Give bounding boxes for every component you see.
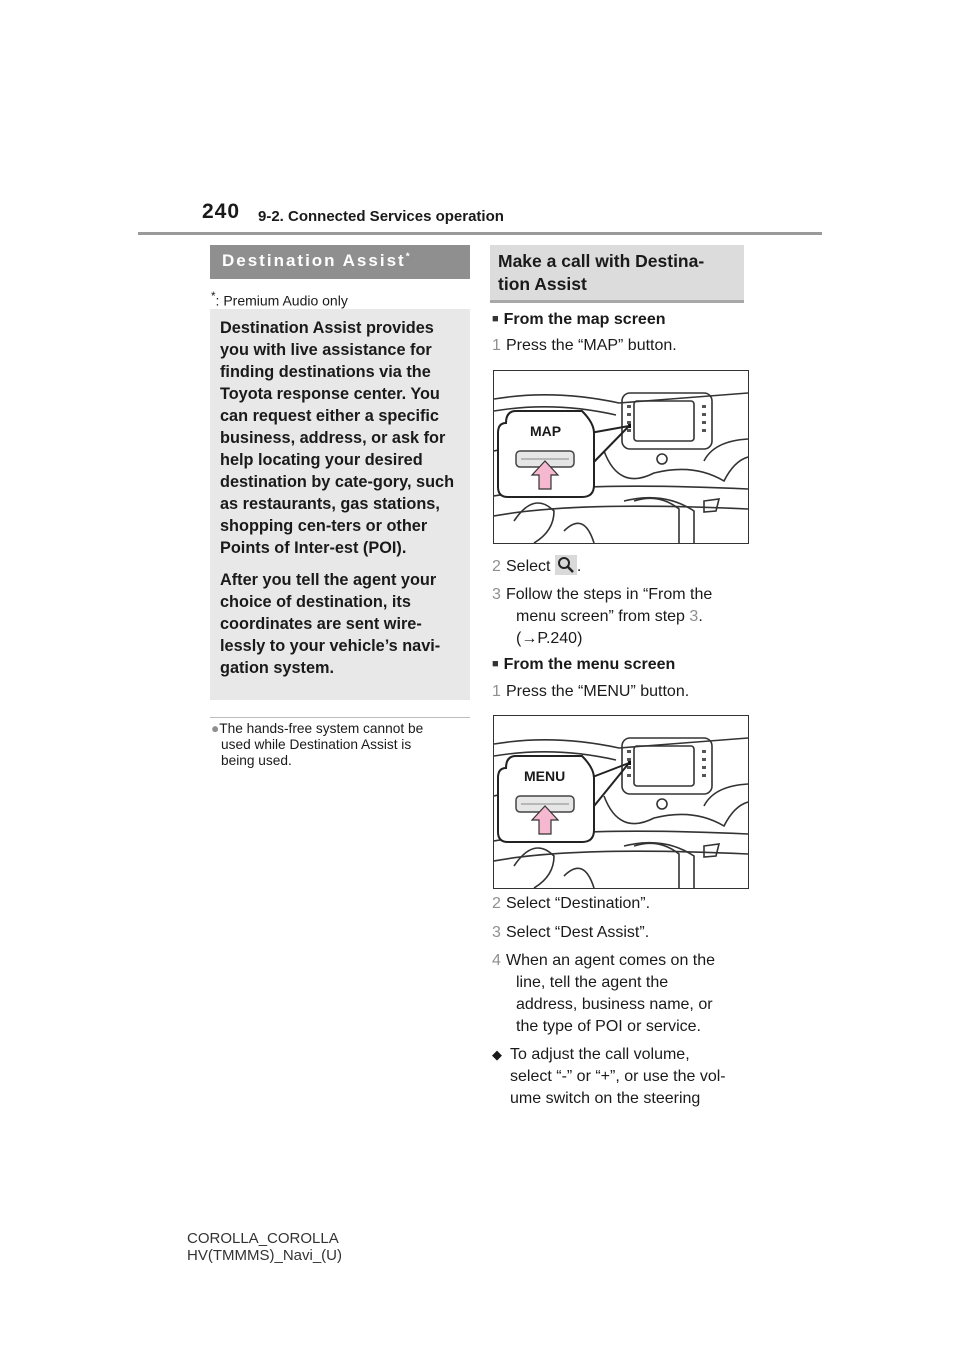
page-reference-link[interactable]: (→P.240) — [516, 630, 583, 647]
title-asterisk: * — [405, 251, 412, 263]
step-reference[interactable]: 3 — [689, 608, 699, 625]
square-bullet-icon: ■ — [492, 313, 499, 325]
dashboard-illustration — [494, 371, 748, 543]
magnifier-icon — [555, 555, 577, 575]
map-step-3: 3 Follow the steps in “From the menu screen” from step 3. (→P.240) — [492, 584, 712, 650]
menu-step-2: 2 Select “Destination”. — [492, 895, 651, 912]
menu-button-figure — [493, 715, 749, 889]
footnote-text: : Premium Audio only — [215, 292, 348, 309]
menu-button-label: MENU — [524, 768, 566, 784]
footer-line-2: HV(TMMMS)_Navi_(U) — [187, 1247, 342, 1264]
menu-step-1: 1 Press the “MENU” button. — [492, 683, 690, 700]
map-button-label: MAP — [530, 423, 562, 439]
menu-step-3: 3 Select “Dest Assist”. — [492, 924, 650, 941]
note-line-1: The hands-free system cannot be — [219, 721, 424, 736]
footer-line-1: COROLLA_COROLLA — [187, 1230, 339, 1247]
map-button-figure — [493, 370, 749, 544]
dashboard-illustration — [494, 716, 748, 888]
description-paragraph-2: After you tell the agent your choice of destination, its coordinates are sent wire-lessly to your vehicle’s navi-gation system. — [220, 571, 441, 677]
make-call-title-line-2: tion Assist — [498, 274, 587, 294]
destination-assist-title — [210, 245, 470, 279]
description-paragraph-1: Destination Assist provides you with live assistance for finding destinations via the Toyota response center. You can request either a specific business, address, or ask for help locating your desired destination by cate-gory, such as restaurants, gas stations, shopping cen-ters or other Points of Inter-est (POI). — [220, 319, 455, 557]
note-line-2: used while Destination Assist is — [221, 737, 412, 752]
map-screen-heading: ■ From the map screen — [492, 311, 666, 328]
note-line-3: being used. — [221, 753, 292, 768]
hands-free-note — [211, 721, 469, 769]
square-bullet-icon: ■ — [492, 658, 499, 670]
destination-assist-title-text: Destination Assist — [222, 251, 406, 270]
description-panel — [210, 309, 470, 700]
menu-step-4: 4 When an agent comes on the line, tell the agent the address, business name, or the type of POI or service. — [492, 952, 716, 1035]
header-divider — [138, 232, 822, 235]
menu-screen-heading: ■ From the menu screen — [492, 656, 676, 673]
diamond-bullet-icon: ◆ — [492, 1047, 502, 1062]
section-title: 9-2. Connected Services operation — [258, 208, 504, 225]
document-footer — [187, 1230, 342, 1264]
note-bullet-icon: ● — [211, 721, 220, 736]
footnote — [211, 290, 348, 309]
note-divider — [210, 717, 470, 718]
map-step-1: 1 Press the “MAP” button. — [492, 337, 677, 354]
volume-bullet: ◆ To adjust the call volume, select “-” or “+”, or use the vol- ume switch on the steering — [492, 1046, 726, 1107]
page-number: 240 — [202, 200, 241, 223]
footnote-asterisk: * — [211, 290, 216, 303]
make-call-title — [490, 245, 744, 303]
map-step-2: 2 Select . — [492, 555, 581, 578]
make-call-title-line-1: Make a call with Destina- — [498, 251, 705, 271]
